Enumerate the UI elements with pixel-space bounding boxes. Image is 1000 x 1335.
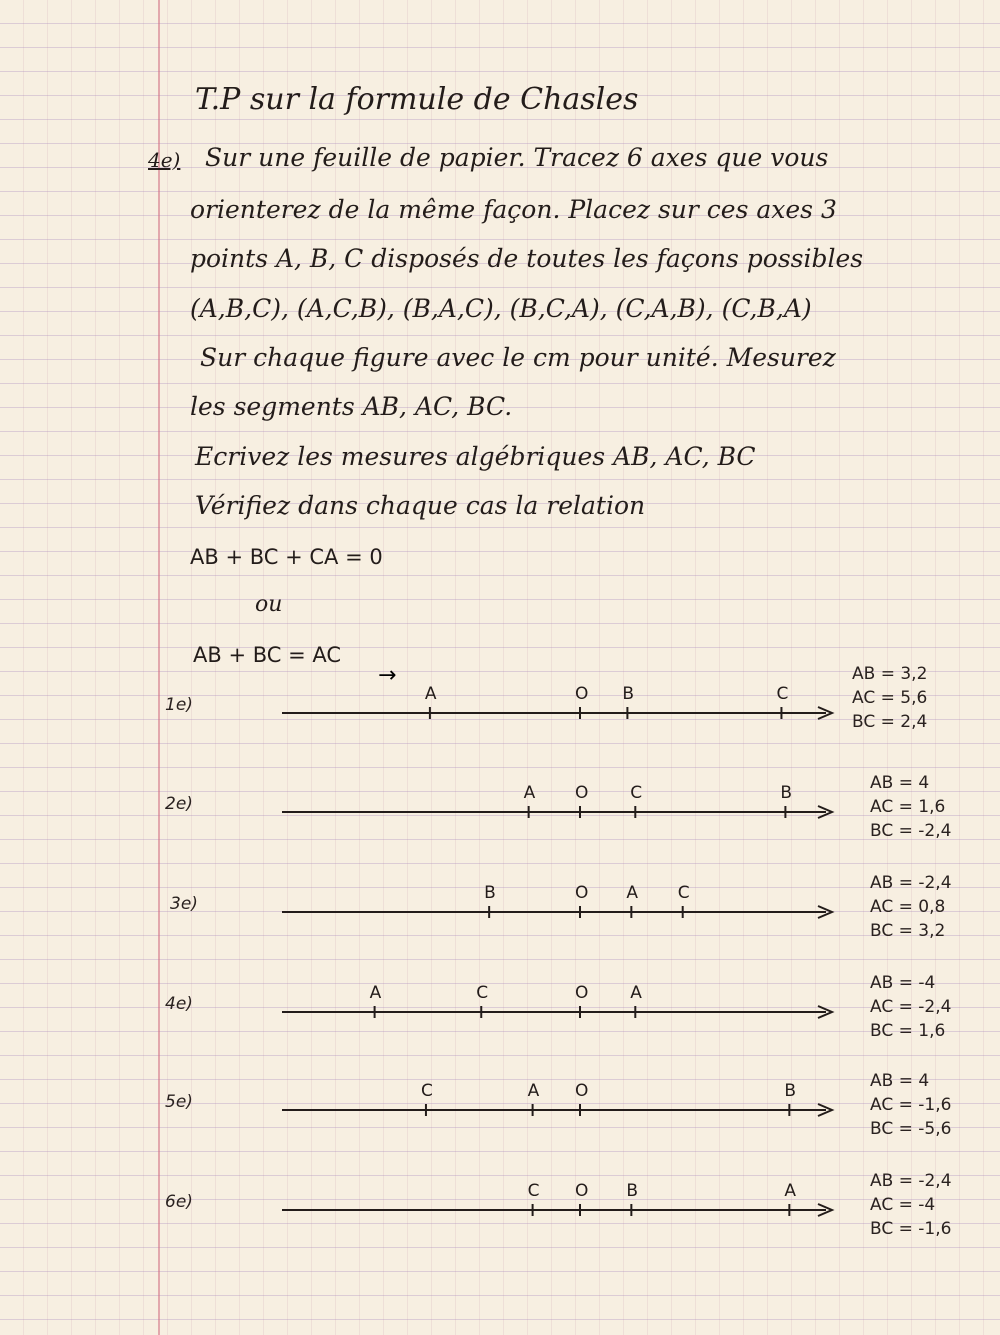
measure-result: BC = 3,2 (870, 921, 946, 941)
point-label: C (527, 1181, 540, 1201)
measure-result: AC = 5,6 (852, 688, 928, 708)
measure-result: BC = 1,6 (870, 1021, 946, 1041)
point-label: C (630, 783, 643, 803)
point-label: A (784, 1181, 796, 1201)
point-label: O (575, 983, 589, 1003)
point-label: C (476, 983, 489, 1003)
measure-result: BC = -1,6 (870, 1219, 952, 1239)
point-label: O (575, 783, 589, 803)
relation-chasles: AB + BC = AC (193, 643, 342, 667)
measure-result: AC = -2,4 (870, 997, 952, 1017)
orientation-arrow: → (378, 663, 397, 688)
instruction-line-4: (A,B,C), (A,C,B), (B,A,C), (B,C,A), (C,A,B), (C,B,A) (190, 294, 812, 323)
point-label: B (626, 1181, 639, 1201)
page-title: T.P sur la formule de Chasles (195, 82, 639, 117)
figure-number: 5e) (165, 1092, 193, 1112)
figure-number: 1e) (165, 695, 193, 715)
instruction-line-8: Vérifiez dans chaque cas la relation (195, 491, 646, 520)
instruction-line-5: Sur chaque figure avec le cm pour unité. Mesurez (200, 343, 836, 372)
point-label: C (677, 883, 690, 903)
measure-result: AB = 4 (870, 1071, 930, 1091)
measure-result: AB = -2,4 (870, 1171, 952, 1191)
point-label: A (523, 783, 536, 803)
instruction-line-1: Sur une feuille de papier. Tracez 6 axes que vous (205, 143, 829, 172)
relation-sum-zero: AB + BC + CA = 0 (190, 545, 383, 569)
point-label: B (622, 684, 635, 704)
point-label: B (780, 783, 793, 803)
point-label: A (630, 983, 642, 1003)
figure-number: 2e) (165, 794, 193, 814)
exercise-number: 4e) (148, 148, 181, 172)
figure-number: 3e) (170, 894, 198, 914)
measure-result: BC = -2,4 (870, 821, 952, 841)
instruction-line-7: Ecrivez les mesures algébriques AB, AC, BC (195, 442, 756, 471)
point-label: A (369, 983, 382, 1003)
point-label: A (424, 684, 437, 704)
point-label: B (484, 883, 496, 903)
measure-result: AB = -4 (870, 973, 936, 993)
measure-result: BC = 2,4 (852, 712, 928, 732)
measure-result: BC = -5,6 (870, 1119, 952, 1139)
measure-result: AC = -4 (870, 1195, 936, 1215)
point-label: A (527, 1081, 540, 1101)
point-label: B (784, 1081, 797, 1101)
instruction-line-6: les segments AB, AC, BC. (190, 392, 513, 421)
instruction-line-2: orienterez de la même façon. Placez sur ces axes 3 (190, 195, 837, 224)
measure-result: AB = 3,2 (852, 664, 928, 684)
point-label: O (575, 1181, 589, 1201)
figure-number: 6e) (165, 1192, 193, 1212)
measure-result: AB = 4 (870, 773, 930, 793)
instruction-line-3: points A, B, C disposés de toutes les façons possibles (190, 244, 864, 273)
point-label: O (575, 684, 589, 704)
margin-line (158, 0, 160, 1335)
point-label: C (776, 684, 789, 704)
point-label: O (575, 1081, 589, 1101)
measure-result: AC = -1,6 (870, 1095, 952, 1115)
measure-result: AC = 1,6 (870, 797, 946, 817)
or-word: ou (255, 592, 283, 617)
measure-result: AB = -2,4 (870, 873, 952, 893)
point-label: A (626, 883, 638, 903)
point-label: O (575, 883, 589, 903)
measure-result: AC = 0,8 (870, 897, 946, 917)
figure-number: 4e) (165, 994, 193, 1014)
point-label: C (420, 1081, 433, 1101)
